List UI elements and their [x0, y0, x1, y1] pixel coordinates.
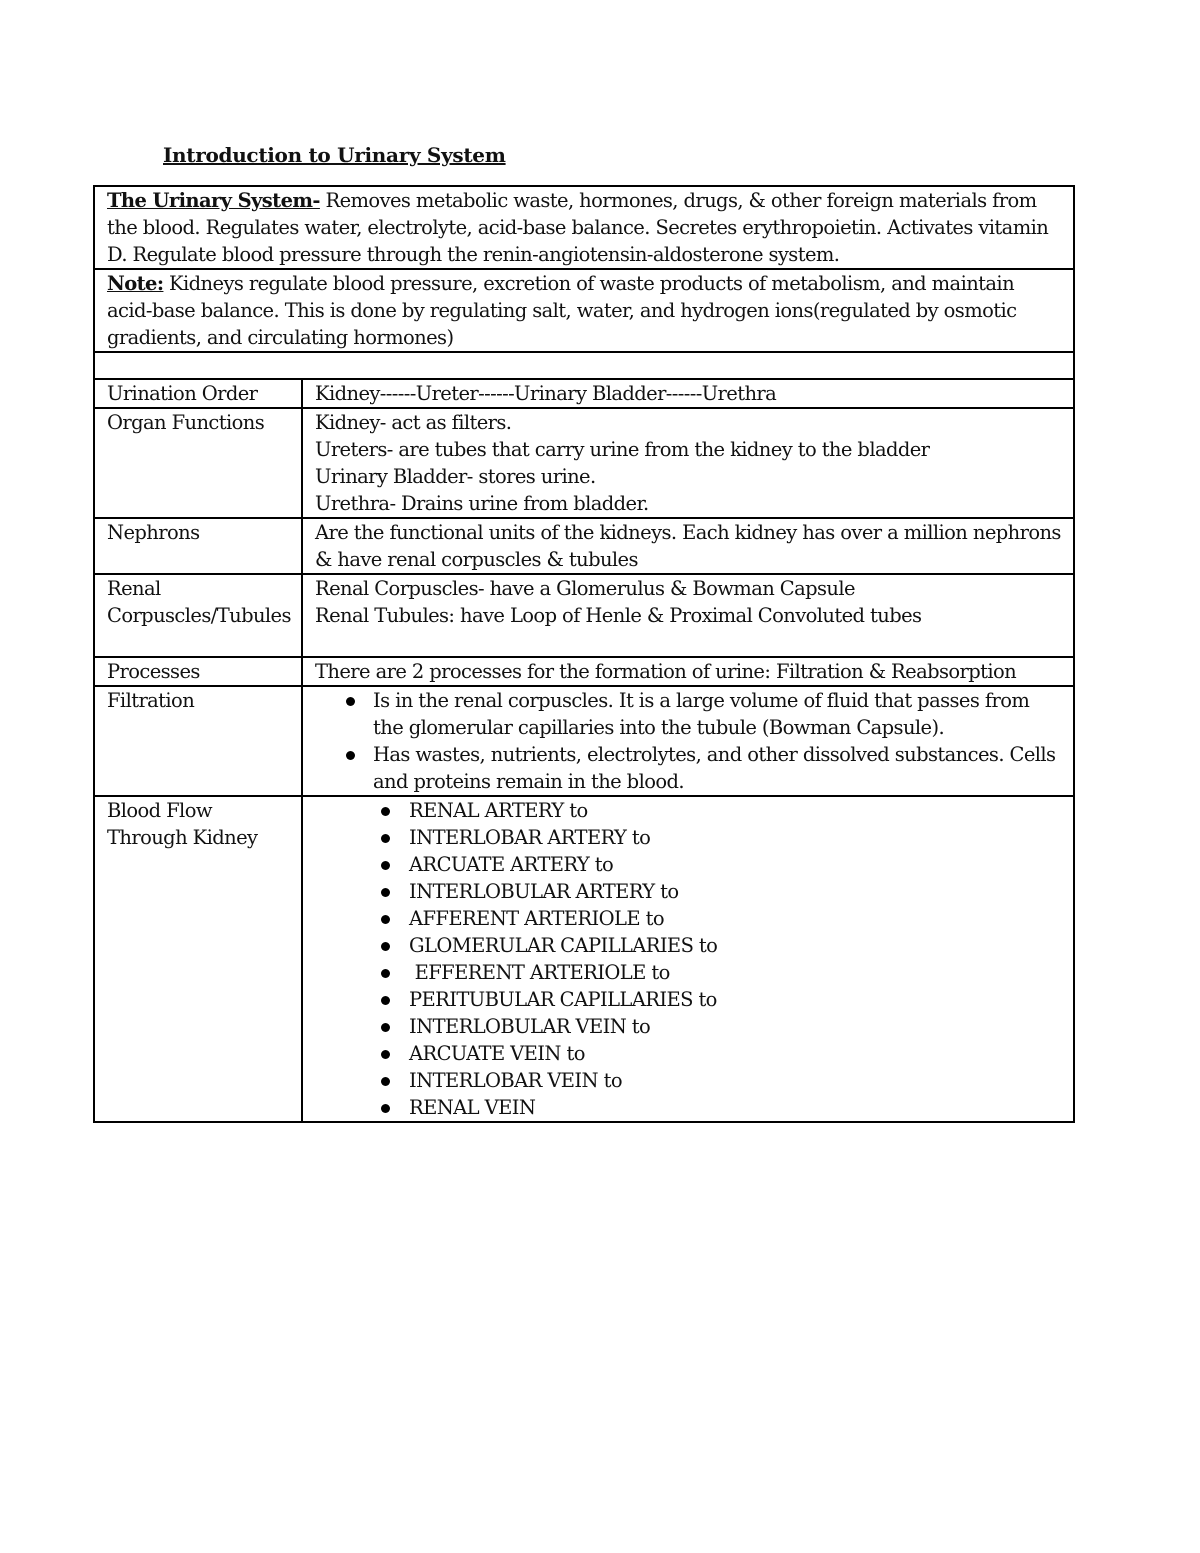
- processes-label: Processes: [94, 657, 302, 686]
- nephrons-value: Are the functional units of the kidneys. Each kidney has over a million nephrons & have renal corpuscles & tubules: [302, 518, 1074, 574]
- table-row: [94, 574, 1074, 657]
- organ-function-line: Ureters- are tubes that carry urine from the kidney to the bladder: [315, 438, 930, 461]
- table-row: [94, 408, 1074, 518]
- list-item: Has wastes, nutrients, electrolytes, and other dissolved substances. Cells and proteins remain in the blood.: [315, 741, 1063, 795]
- note-text: Kidneys regulate blood pressure, excretion of waste products of metabolism, and maintain acid-base balance. This is done by regulating salt, water, and hydrogen ions(regulated by osmotic gradients, and circulating hormones): [107, 272, 1017, 349]
- blood-flow-label-line: Through Kidney: [107, 826, 258, 849]
- organ-function-line: Urethra- Drains urine from bladder.: [315, 492, 649, 515]
- intro-cell: [94, 186, 1074, 269]
- filtration-list: [315, 687, 1063, 795]
- list-item: Is in the renal corpuscles. It is a large volume of fluid that passes from the glomerular capillaries into the tubule (Bowman Capsule).: [315, 687, 1063, 741]
- urination-order-label: Urination Order: [94, 379, 302, 408]
- list-item: GLOMERULAR CAPILLARIES to: [315, 932, 1063, 959]
- organ-function-line: Kidney- act as filters.: [315, 411, 512, 434]
- intro-label: The Urinary System-: [107, 189, 320, 212]
- organ-functions-value: [302, 408, 1074, 518]
- list-item: INTERLOBULAR VEIN to: [315, 1013, 1063, 1040]
- nephrons-label: Nephrons: [94, 518, 302, 574]
- table-row: [94, 518, 1074, 574]
- organ-functions-label: Organ Functions: [94, 408, 302, 518]
- note-label: Note:: [107, 272, 164, 295]
- blood-flow-label-line: Blood Flow: [107, 799, 212, 822]
- intro-text: Removes metabolic waste, hormones, drugs, & other foreign materials from the blood. Regulates water, electrolyte, acid-base balance. Secretes erythropoietin. Activates vitamin D. Regulate blood pressure through the renin-angiotensin-aldosterone system.: [107, 189, 1049, 266]
- list-item: ARCUATE ARTERY to: [315, 851, 1063, 878]
- renal-value: [302, 574, 1074, 657]
- note-cell: [94, 269, 1074, 352]
- filtration-value: [302, 686, 1074, 796]
- blood-flow-list: [315, 797, 1063, 1121]
- list-item: PERITUBULAR CAPILLARIES to: [315, 986, 1063, 1013]
- blood-flow-label: [94, 796, 302, 1122]
- renal-line: Renal Tubules: have Loop of Henle & Proximal Convoluted tubes: [315, 604, 922, 627]
- renal-label: Renal Corpuscles/Tubules: [94, 574, 302, 657]
- blank-row: [94, 352, 1074, 379]
- blank-cell: [94, 352, 1074, 379]
- urinary-system-table: [93, 185, 1075, 1123]
- processes-value: There are 2 processes for the formation of urine: Filtration & Reabsorption: [302, 657, 1074, 686]
- blood-flow-value: [302, 796, 1074, 1122]
- table-row: [94, 686, 1074, 796]
- intro-row: [94, 186, 1074, 269]
- organ-function-line: Urinary Bladder- stores urine.: [315, 465, 596, 488]
- table-row: [94, 657, 1074, 686]
- list-item: AFFERENT ARTERIOLE to: [315, 905, 1063, 932]
- list-item: ARCUATE VEIN to: [315, 1040, 1063, 1067]
- list-item: INTERLOBULAR ARTERY to: [315, 878, 1063, 905]
- list-item: INTERLOBAR VEIN to: [315, 1067, 1063, 1094]
- list-item: RENAL ARTERY to: [315, 797, 1063, 824]
- table-row: [94, 796, 1074, 1122]
- filtration-label: Filtration: [94, 686, 302, 796]
- list-item: EFFERENT ARTERIOLE to: [315, 959, 1063, 986]
- urination-order-value: Kidney------Ureter------Urinary Bladder------Urethra: [302, 379, 1074, 408]
- list-item: INTERLOBAR ARTERY to: [315, 824, 1063, 851]
- list-item: RENAL VEIN: [315, 1094, 1063, 1121]
- page-title: Introduction to Urinary System: [163, 143, 506, 167]
- note-row: [94, 269, 1074, 352]
- renal-line: Renal Corpuscles- have a Glomerulus & Bowman Capsule: [315, 577, 855, 600]
- table-row: [94, 379, 1074, 408]
